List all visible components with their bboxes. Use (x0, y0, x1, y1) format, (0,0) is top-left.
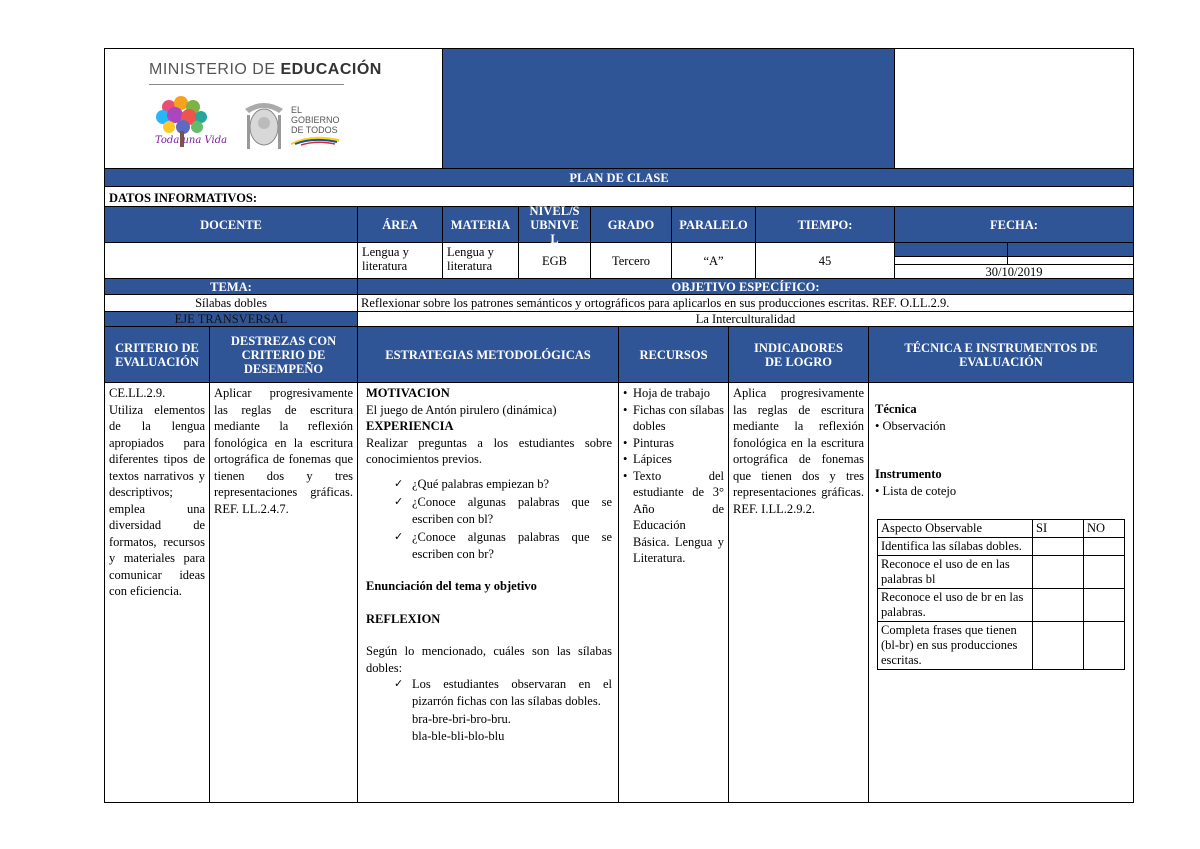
svg-text:Toda una Vida: Toda una Vida (155, 135, 228, 146)
val-fecha: 30/10/2019 (895, 265, 1134, 279)
estrategias-cell: MOTIVACION El juego de Antón pirulero (dinámica) EXPERIENCIA Realizar preguntas a los estudiantes sobre conocimientos previos. ✓ ¿Qué palabras empiezan b? ✓ ¿Conoce algunas palabras que se escriben con bl? ✓ ¿Conoce algunas palabras que se escriben con br? Enunciación del tema y objetivo REFLEXION Según lo mencionado, cuáles son las sílabas dobles: ✓ Los estudiantes observaran en el pizarrón fichas con las sílabas dobles. bra-bre-bri-bro-bru. bla-ble-bli-blo-blu (358, 383, 619, 803)
checklist-header-row (878, 520, 1125, 538)
hdr-criterio: CRITERIO DE EVALUACIÓN (105, 327, 210, 383)
observar-item: ✓ Los estudiantes observaran en el pizarrón fichas con las sílabas dobles. (394, 676, 612, 709)
checklist-aspecto: Identifica las sílabas dobles. (878, 538, 1033, 556)
checklist-si-cell (1033, 538, 1084, 556)
val-materia: Lengua y literatura (443, 243, 519, 279)
checklist-no-cell (1084, 589, 1125, 622)
col-paralelo: PARALELO (672, 207, 756, 243)
val-area: Lengua y literatura (358, 243, 443, 279)
checklist-header-si: SI (1033, 520, 1084, 538)
recursos-list (623, 385, 724, 567)
col-fecha: FECHA: (895, 207, 1134, 243)
eje-label: EJE TRANSVERSAL (105, 312, 358, 327)
checklist-row (878, 556, 1125, 589)
checklist-no-cell (1084, 556, 1125, 589)
checklist-header-aspecto: Aspecto Observable (878, 520, 1033, 538)
tema-value: Sílabas dobles (105, 295, 358, 312)
ecuador-coat-of-arms-icon (241, 97, 287, 153)
tema-label: TEMA: (105, 279, 358, 295)
checklist-si-cell (1033, 589, 1084, 622)
checklist-aspecto: Reconoce el uso de en las palabras bl (878, 556, 1033, 589)
objetivo-label: OBJETIVO ESPECÍFICO: (358, 279, 1134, 295)
recurso-item: • Hoja de trabajo (623, 385, 724, 402)
pregunta-item: ✓ ¿Conoce algunas palabras que se escriben con br? (394, 529, 612, 562)
pregunta-item: ✓ ¿Qué palabras empiezan b? (394, 476, 612, 493)
ministry-logo-text: MINISTERIO DE EDUCACIÓN (149, 61, 382, 78)
hdr-destrezas: DESTREZAS CON CRITERIO DE DESEMPEÑO (210, 327, 358, 383)
recursos-cell (619, 383, 729, 803)
hdr-tecnica: TÉCNICA E INSTRUMENTOS DE EVALUACIÓN (869, 327, 1134, 383)
pregunta-item: ✓ ¿Conoce algunas palabras que se escriben con bl? (394, 494, 612, 527)
recurso-item: • Texto del estudiante de 3° Año de Educación Básica. Lengua y Literatura. (623, 468, 724, 567)
col-area: ÁREA (358, 207, 443, 243)
fecha-blue-strip-b (1008, 243, 1134, 257)
col-docente: DOCENTE (105, 207, 358, 243)
checklist-row (878, 538, 1125, 556)
checklist-aspecto: Reconoce el uso de br en las palabras. (878, 589, 1033, 622)
checklist-no-cell (1084, 622, 1125, 670)
col-materia: MATERIA (443, 207, 519, 243)
flag-swoosh-icon (291, 135, 339, 145)
checklist-header-no: NO (1084, 520, 1125, 538)
gobierno-de-todos-logo: EL GOBIERNO DE TODOS (291, 105, 340, 147)
checklist-row (878, 589, 1125, 622)
tecnica-cell: Técnica • Observación Instrumento • Lista de cotejo Aspecto Observable SI NO Identifica las sílabas dobles. Reconoce el uso de en las palabras bl Reconoce el uso de br en las palabras. Completa frases que tienen (bl-br) en sus producciones escritas. (869, 383, 1134, 803)
criterio-cell: CE.LL.2.9. Utiliza elementos de la lengua apropiados para diferentes tipos de textos narrativos y descriptivos; emplea una diversidad de formatos, recursos y materiales para comunicar ideas con eficiencia. (105, 383, 210, 803)
val-paralelo: “A” (672, 243, 756, 279)
header-right-block (895, 49, 1134, 169)
hdr-recursos: RECURSOS (619, 327, 729, 383)
hdr-indicadores: INDICADORES DE LOGRO (729, 327, 869, 383)
indicadores-cell: Aplica progresivamente las reglas de escritura mediante la reflexión fonológica en la escritura ortográfica de fonemas que tienen dos y tres representaciones gráficas. REF. I.LL.2.9.2. (729, 383, 869, 803)
eje-value: La Interculturalidad (358, 312, 1134, 327)
val-docente (105, 243, 358, 279)
observation-checklist-table (877, 519, 1125, 670)
checklist-row (878, 622, 1125, 670)
header-blue-block (443, 49, 895, 169)
val-nivel: EGB (519, 243, 591, 279)
hdr-estrategias: ESTRATEGIAS METODOLÓGICAS (358, 327, 619, 383)
recurso-item: • Pinturas (623, 435, 724, 452)
val-tiempo: 45 (756, 243, 895, 279)
observar-list (366, 676, 612, 709)
objetivo-value: Reflexionar sobre los patrones semánticos y ortográficos para aplicarlos en sus producciones escritas. REF. O.LL.2.9. (358, 295, 1134, 312)
plan-de-clase-title: PLAN DE CLASE (105, 169, 1134, 187)
destrezas-cell: Aplicar progresivamente las reglas de escritura mediante la reflexión fonológica en la escritura ortográfica de fonemas que tienen dos y tres representaciones gráficas. REF. LL.2.4.7. (210, 383, 358, 803)
lesson-plan-document (104, 48, 1134, 803)
val-grado: Tercero (591, 243, 672, 279)
recurso-item: • Fichas con sílabas dobles (623, 402, 724, 435)
logo-cell (105, 49, 443, 169)
recurso-item: • Lápices (623, 451, 724, 468)
preguntas-list (366, 476, 612, 563)
checklist-no-cell (1084, 538, 1125, 556)
col-tiempo: TIEMPO: (756, 207, 895, 243)
col-grado: GRADO (591, 207, 672, 243)
col-nivel: NIVEL/SUBNIVEL (519, 207, 591, 243)
logo-underline (149, 84, 344, 85)
checklist-aspecto: Completa frases que tienen (bl-br) en sus producciones escritas. (878, 622, 1033, 670)
checklist-si-cell (1033, 556, 1084, 589)
checklist-si-cell (1033, 622, 1084, 670)
datos-informativos-label: DATOS INFORMATIVOS: (105, 187, 1134, 207)
toda-una-vida-logo (149, 93, 228, 155)
fecha-blue-strip-a (895, 243, 1008, 257)
